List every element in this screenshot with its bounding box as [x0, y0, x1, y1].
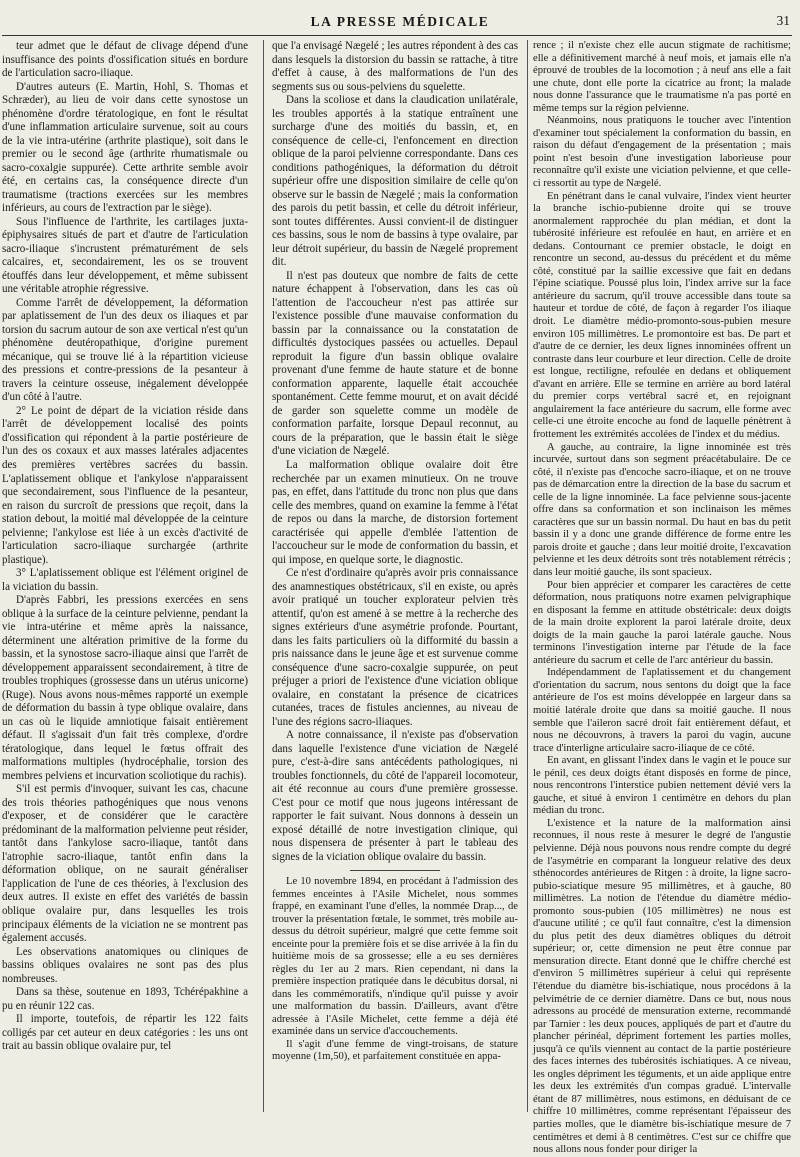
- paragraph: En pénétrant dans le canal vulvaire, l'index vient heurter la branche ischio-pubienne droite qui se trouve anormalement rapprochée du plan médian, et dont la tubérosité inférieure est refoulée en haut, en arrière et en dedans. Contournant ce premier obstacle, le doigt en rencontre un second, au-dessus du précédent et du même côté, constitué par la saillie excessive que fait en dedans l'épine sciatique. Poussé plus loin, l'index arrive sur la face antérieure du sacrum, qu'il trouve accessible dans toute sa hauteur et tordue de côté, de façon à regarder l'os iliaque droit. Le diamètre médio-promonto-sous-pubien mesure environ 105 millimètres. Le promontoire est bas. De part et d'autre de ce dernier, les deux lignes innominées offrent un contraste dans leur courbure et leur direction. Celle de droite est longue, rectiligne, refoulée en dedans et obliquement d'avant en arrière. Elle se termine en arrière au bord latéral du premier corps vertébral sacré et, en rejoignant angulairement la face antérieure du sacrum, elle forme avec celle-ci une étroite encoche au fond de laquelle pénètrent à frottement les extrémités accolées de l'index et du médius.: [533, 190, 791, 440]
- column-divider: [527, 40, 528, 1112]
- paragraph: A gauche, au contraire, la ligne innominée est très incurvée, surtout dans son segment préacétabulaire. De ce côté, il n'existe pas d'encoche sacro-iliaque, et on ne trouve pas de démarcation entre la direction de la base du sacrum et celle de la ligne innominée. La face pelvienne sous-jacente offre dans sa conformation et son inclinaison les mêmes caractères que sur un bassin normal. Du haut en bas du petit bassin il y a donc une grande différence de forme entre les parois droite et gauche ; dans leur moitié droite, l'excavation pelvienne et les deux détroits sont très notablement rétrécis ; dans leur moitié gauche, ils sont spacieux.: [533, 441, 791, 578]
- header-rule: [2, 35, 792, 36]
- paragraph: Dans sa thèse, soutenue en 1893, Tchérépakhine a pu en réunir 122 cas.: [2, 986, 248, 1012]
- paragraph: Sous l'influence de l'arthrite, les cartilages juxta-épiphysaires situés de part et d'autre de l'articulation sacro-iliaque s'incrustent prématurément de sels calcaires, et, secondairement, les os se trouvent étouffés dans leur développement, et même subissent une véritable atrophie régressive.: [2, 215, 248, 296]
- text-column-left: [2, 40, 248, 1112]
- paragraph: Néanmoins, nous pratiquons le toucher avec l'intention d'examiner tout spécialement la conformation du bassin, en raison du défaut d'engagement de la présentation ; mais point n'est besoin d'une investigation laborieuse pour reconnaître qu'il existe une viciation pelvienne, et que celle-ci ressortit au type de Nægelé.: [533, 115, 791, 190]
- paragraph: L'existence et la nature de la malformation ainsi reconnues, il nous reste à mesurer le degré de l'angustie pelvienne. Déjà nous pouvons nous rendre compte du degré de l'asymétrie en comparant la longueur relative des deux sthénocordes antérieures de Ritgen : à droite, la ligne sacro-pubio-sciatique mesure 95 millimètres, et à gauche, 80 millimètres. La notion de l'étendue du diamètre médio-promonto sous-pubien (105 millimètres) ne nous est d'aucune utilité ; ce qu'il faut connaître, c'est la dimension du plus petit des deux diamètres obliques du détroit supérieur; or, cette dimension ne peut être connue par mensuration directe. Etant donné que le chiffre cherché est d'environ 5 millimètres supérieur à celui qui représente l'étendue du diamètre bis-ischiatique, nous procédons à la pelvimétrie de ce dernier diamètre. Dans ce but, nous nous adressons au procédé de mensuration externe, recommandé par Tarnier : les deux pouces, appliqués de part et d'autre du plancher périnéal, dépriment fortement les parties molles, jusqu'à ce qu'ils viennent au contact de la partie postérieure des faces internes des tubérosités ischiatiques. A ce niveau, les ongles dépriment les téguments, et un aide applique entre les deux les extrémités d'un compas gradué. L'intervalle étant de 87 millimètres, nous estimons, en déduisant de ce chiffre 10 millimètres, comme représentant l'épaisseur des parties molles, que le diamètre bis-ischiatique mesure de 7 centimètres et demi à 8 centimètres. C'est sur ce chiffre que nous allons nous fonder pour diriger la: [533, 817, 791, 1156]
- section-separator: [350, 870, 440, 871]
- paragraph: Indépendamment de l'aplatissement et du changement d'orientation du sacrum, nous sentons du doigt que la face antérieure de l'os est moins développée en largeur dans sa moitié latérale droite que dans sa moitié gauche. Il nous semble que l'aileron sacré droit fait entièrement défaut, et nous ne découvrons, à travers la paroi du vagin, aucune trace d'interligne articulaire sacro-iliaque de ce côté.: [533, 667, 791, 754]
- paragraph: Il importe, toutefois, de répartir les 122 faits colligés par cet auteur en deux catégories : les uns ont trait au bassin oblique ovalaire pur, tel: [2, 1013, 248, 1053]
- journal-title: LA PRESSE MÉDICALE: [310, 14, 490, 29]
- paragraph: A notre connaissance, il n'existe pas d'observation dans laquelle l'existence d'une viciation de Nægelé pure, c'est-à-dire sans antécédents pathologiques, ni troubles fonctionnels, du côté de l'appareil locomoteur, ait été reconnue au cours d'une première grossesse. C'est pour ce motif que nous jugeons intéressant de rapporter le fait suivant. Nous donnons à dessein un exposé détaillé de notre investigation clinique, qui nous dispensera de présenter à part le tableau des signes de la viciation oblique ovalaire du bassin.: [272, 729, 518, 863]
- paragraph: teur admet que le défaut de clivage dépend d'une insuffisance des points d'ossification situés en bordure de l'articulation sacro-iliaque.: [2, 40, 248, 80]
- paragraph: 3° L'aplatissement oblique est l'élément originel de la viciation du bassin.: [2, 567, 248, 593]
- paragraph: Le 10 novembre 1894, en procédant à l'admission des femmes enceintes à l'Asile Michelet, nous sommes frappé, en examinant l'une d'elles, la nommée Drap..., de trouver la présentation fœtale, le sommet, très mobile au-dessus du détroit supérieur, malgré que cette femme soit enceinte pour la première fois et se dise arrivée à la fin du huitième mois de sa grossesse; elle a eu ses dernières règles du 1er au 2 mars. Rien cependant, ni dans la première inspection pratiquée dans le décubitus dorsal, ni dans les commémoratifs, n'indique qu'il puisse y avoir une malformation du bassin. D'ailleurs, avant d'être adressée à l'Asile Michelet, cette femme a déjà été examinée dans un service d'accouchements.: [272, 876, 518, 1038]
- paragraph: rence ; il n'existe chez elle aucun stigmate de rachitisme; elle a définitivement marché à neuf mois, et jamais elle n'a éprouvé de troubles de la locomotion ; à neuf ans elle a fait une chute, dont elle porte la cicatrice au front; la malade nous donne l'assurance que le traumatisme n'a pas porté en même temps sur la région pelvienne.: [533, 40, 791, 114]
- paragraph: Il s'agit d'une femme de vingt-troisans, de stature moyenne (1m,50), et parfaitement constituée en appa-: [272, 1038, 518, 1063]
- paragraph: Pour bien apprécier et comparer les caractères de cette déformation, nous pratiquons notre examen pelvigraphique en disposant la femme en attitude obstétricale: deux doigts de la main droite explorent la paroi latérale droite, deux doigts de la main gauche la paroi latérale gauche. Nous terminons l'investigation interne par l'étude de la face antérieure du sacrum et celle de l'arc antérieur du bassin.: [533, 579, 791, 666]
- paragraph: Il n'est pas douteux que nombre de faits de cette nature échappent à l'observation, dans les cas où l'attention de l'accoucheur n'est pas attirée sur l'existence possible d'une mauvaise conformation du bassin par la connaissance ou la constatation de difficultés dystociques passées ou actuelles. Depaul reproduit la figure d'un bassin oblique ovalaire provenant d'une femme de haute stature et de bonne conformation apparente, laquelle était accouchée spontanément. Cette femme mourut, et on avait décidé de garder son squelette comme un modèle de conformation parfaite, lorsque Depaul reconnut, au cours de la préparation, que le bassin était le siège d'une viciation de Nægelé.: [272, 269, 518, 458]
- column-divider: [263, 40, 264, 1112]
- paragraph: Ce n'est d'ordinaire qu'après avoir pris connaissance des anamnestiques obstétricaux, s'il en existe, ou après avoir pratiqué un toucher explorateur pelvien très attentif, qu'on est amené à se mettre à la recherche des signes extérieurs d'une asymétrie profonde. Pourtant, dans les faits particuliers où la difformité du bassin a pris naissance dans le jeune âge et est survenue comme conséquence d'une sacro-coxalgie suppurée, on peut préjuger a priori de l'existence d'une viciation oblique ovalaire, en constatant la présence de cicatrices cutanées, traces de fistules anciennes, au niveau de l'une des régions sacro-iliaques.: [272, 567, 518, 728]
- paragraph: Les observations anatomiques ou cliniques de bassins obliques ovalaires ne sont pas des plus nombreuses.: [2, 945, 248, 985]
- paragraph: La malformation oblique ovalaire doit être recherchée par un examen minutieux. On ne trouve pas, en effet, dans l'attitude du tronc non plus que dans celle des membres, quand on examine la femme à l'état de repos ou dans la marche, de distorsion fortement caractérisée qui appelle d'emblée l'attention de l'accoucheur sur le mode de conformation du bassin, et qui impose, en quelque sorte, le diagnostic.: [272, 458, 518, 566]
- paragraph: Comme l'arrêt de développement, la déformation par aplatissement de l'un des deux os iliaques et par torsion du sacrum autour de son axe vertical n'est qu'un phénomène deutéropathique, d'origine purement mécanique, qui se trouve lié à la répartition vicieuse des pressions et contre-pressions de la pesanteur à travers la ceinture osseuse, inégalement développée d'un côté à l'autre.: [2, 296, 248, 404]
- page-header: [0, 0, 800, 38]
- text-column-middle: [272, 40, 518, 1112]
- paragraph: D'après Fabbri, les pressions exercées en sens oblique à la surface de la ceinture pelvienne, pendant la vie intra-utérine et même après la naissance, déterminent une altération primitive de la forme du bassin, et la synostose sacro-iliaque ainsi que l'arrêt de développement apparaissent secondairement, à titre de troubles trophiques (grossesse dans un utérus unicorne) (Ruge). Nous avons nous-mêmes rapporté un exemple de déformation du bassin à type oblique ovalaire, dans un cas où le liquide amniotique faisait entièrement défaut. Il s'agissait d'un fait très complexe, d'ordre tératologique, dans lequel le fœtus offrait des malformations multiples (hydrocéphalie, torsion des membres pelviens et incurvation scoliotique du rachis).: [2, 594, 248, 782]
- paragraph: Dans la scoliose et dans la claudication unilatérale, les troubles apportés à la statique entraînent une surcharge d'une des moitiés du bassin, et, en conséquence de celle-ci, l'enfoncement en direction oblique de la paroi pelvienne correspondante. Dans ces conditions pathogéniques, la déformation du détroit supérieur offre une disposition similaire de celle qu'on observe sur le bassin de Nægelé ; mais la conformation des parois du petit bassin, et celle du détroit inférieur, sont toutes différentes. Aussi convient-il de distinguer ces bassins, sous le nom de bassins à type ovalaire, par leur détroit supérieur, du bassin de Nægelé proprement dit.: [272, 94, 518, 269]
- paragraph: S'il est permis d'invoquer, suivant les cas, chacune des trois théories pathogéniques que nous venons d'exposer, et de considérer que le caractère prédominant de la malformation pelvienne peut résider, tantôt dans l'ankylose sacro-iliaque, tantôt dans l'atrophie sacro-iliaque, tantôt enfin dans la déformation oblique, on ne saurait généraliser l'application de l'une de ces théories, à l'exclusion des deux autres. Il existe en effet des variétés de bassin oblique ovalaire pur, dans lesquelles les trois principaux éléments de la viciation ne se montrent pas également accusés.: [2, 783, 248, 945]
- paragraph: 2° Le point de départ de la viciation réside dans l'arrêt de développement localisé des points d'ossification qui répondent à la partie postérieure de l'un des os coxaux et aux masses latérales adjacentes des premières vertèbres sacrées du bassin. L'aplatissement oblique et l'ankylose n'apparaissent que secondairement, sous l'influence de la pesanteur, en raison du surcroît de pressions que reçoit, dans la station debout, la moitié mal développée de la ceinture pelvienne; l'ankylose est liée à un excès d'activité de l'articulation sacro-iliaque surchargée (arthrite plastique).: [2, 404, 248, 566]
- paragraph: D'autres auteurs (E. Martin, Hohl, S. Thomas et Schræder), au lieu de voir dans cette synostose un phénomène d'ordre tératologique, en font le résultat d'une inflammation articulaire survenue, soit au cours de la vie intra-utérine (arthrite plastique), soit dans le premier ou le second âge (arthrite rhumatismale ou sacro-coxalgie suppurée). Cette arthrite semble avoir été, en certains cas, la conséquence directe d'un traumatisme (tractions exercées sur les membres inférieurs, au cours de l'extraction par le siège).: [2, 80, 248, 215]
- paragraph: En avant, en glissant l'index dans le vagin et le pouce sur le pénil, ces deux doigts étant disposés en forme de pince, nous rencontrons l'interstice pubien nettement dévié vers la gauche, et situé à environ 1 centimètre en dehors du plan médian du tronc.: [533, 755, 791, 817]
- text-column-right: [533, 40, 791, 1156]
- paragraph: que l'a envisagé Nægelé ; les autres répondent à des cas dans lesquels la distorsion du bassin se rattache, à titre d'effet à cause, à des malformations de l'un des segments sus ou sous-pelviens du squelette.: [272, 40, 518, 93]
- page-number: 31: [776, 13, 790, 28]
